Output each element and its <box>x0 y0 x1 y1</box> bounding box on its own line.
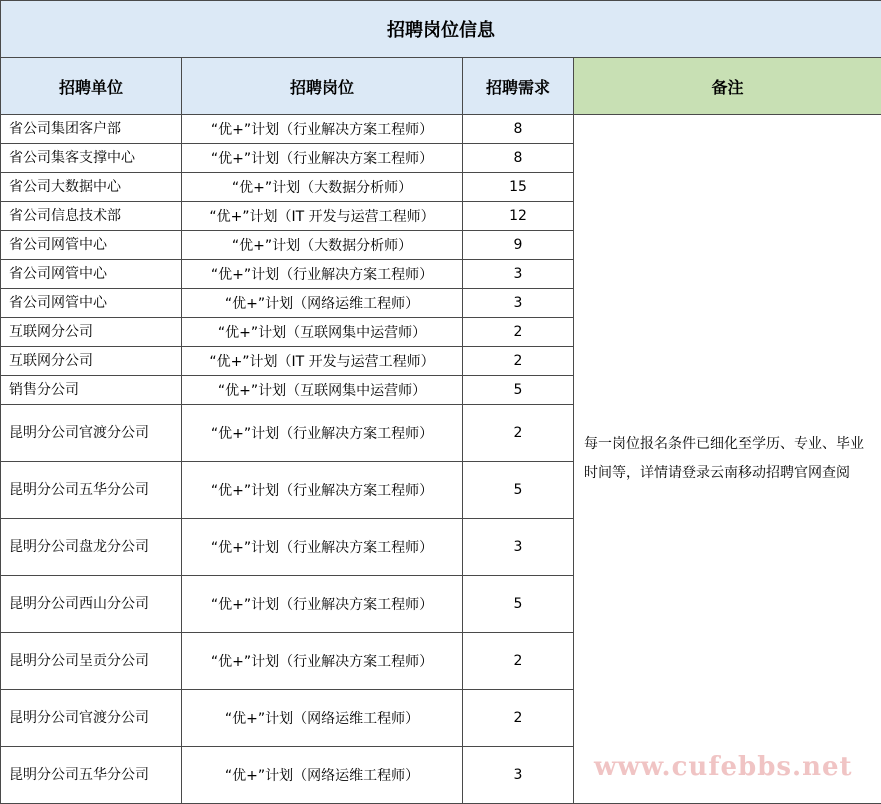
demand-cell: 2 <box>463 633 574 690</box>
position-cell: “优+”计划（行业解决方案工程师） <box>182 144 463 173</box>
unit-cell: 省公司信息技术部 <box>1 202 182 231</box>
position-cell: “优+”计划（大数据分析师） <box>182 231 463 260</box>
position-cell: “优+”计划（行业解决方案工程师） <box>182 462 463 519</box>
demand-cell: 5 <box>463 376 574 405</box>
header-position: 招聘岗位 <box>182 58 463 115</box>
unit-cell: 销售分公司 <box>1 376 182 405</box>
position-cell: “优+”计划（网络运维工程师） <box>182 747 463 804</box>
header-demand: 招聘需求 <box>463 58 574 115</box>
demand-cell: 8 <box>463 144 574 173</box>
unit-cell: 昆明分公司官渡分公司 <box>1 405 182 462</box>
position-cell: “优+”计划（行业解决方案工程师） <box>182 633 463 690</box>
unit-cell: 互联网分公司 <box>1 347 182 376</box>
demand-cell: 2 <box>463 347 574 376</box>
unit-cell: 昆明分公司呈贡分公司 <box>1 633 182 690</box>
demand-cell: 2 <box>463 318 574 347</box>
unit-cell: 互联网分公司 <box>1 318 182 347</box>
table-title: 招聘岗位信息 <box>1 1 881 58</box>
position-cell: “优+”计划（行业解决方案工程师） <box>182 576 463 633</box>
unit-cell: 昆明分公司西山分公司 <box>1 576 182 633</box>
demand-cell: 3 <box>463 289 574 318</box>
position-cell: “优+”计划（互联网集中运营师） <box>182 376 463 405</box>
unit-cell: 省公司集团客户部 <box>1 115 182 144</box>
unit-cell: 省公司网管中心 <box>1 289 182 318</box>
position-cell: “优+”计划（行业解决方案工程师） <box>182 115 463 144</box>
unit-cell: 昆明分公司官渡分公司 <box>1 690 182 747</box>
position-cell: “优+”计划（IT 开发与运营工程师） <box>182 347 463 376</box>
demand-cell: 2 <box>463 690 574 747</box>
position-cell: “优+”计划（网络运维工程师） <box>182 690 463 747</box>
note-cell: 每一岗位报名条件已细化至学历、专业、毕业时间等，详情请登录云南移动招聘官网查阅 <box>574 115 881 804</box>
position-cell: “优+”计划（互联网集中运营师） <box>182 318 463 347</box>
position-cell: “优+”计划（IT 开发与运营工程师） <box>182 202 463 231</box>
watermark-text: www.cufebbs.net <box>594 752 853 782</box>
position-cell: “优+”计划（网络运维工程师） <box>182 289 463 318</box>
unit-cell: 昆明分公司五华分公司 <box>1 462 182 519</box>
demand-cell: 15 <box>463 173 574 202</box>
demand-cell: 8 <box>463 115 574 144</box>
unit-cell: 昆明分公司盘龙分公司 <box>1 519 182 576</box>
unit-cell: 省公司大数据中心 <box>1 173 182 202</box>
unit-cell: 省公司网管中心 <box>1 260 182 289</box>
demand-cell: 2 <box>463 405 574 462</box>
demand-cell: 3 <box>463 747 574 804</box>
unit-cell: 省公司集客支撑中心 <box>1 144 182 173</box>
position-cell: “优+”计划（大数据分析师） <box>182 173 463 202</box>
header-unit: 招聘单位 <box>1 58 182 115</box>
unit-cell: 省公司网管中心 <box>1 231 182 260</box>
header-note: 备注 <box>574 58 881 115</box>
demand-cell: 3 <box>463 260 574 289</box>
demand-cell: 12 <box>463 202 574 231</box>
unit-cell: 昆明分公司五华分公司 <box>1 747 182 804</box>
demand-cell: 5 <box>463 576 574 633</box>
position-cell: “优+”计划（行业解决方案工程师） <box>182 405 463 462</box>
demand-cell: 9 <box>463 231 574 260</box>
table-row <box>1 115 881 144</box>
position-cell: “优+”计划（行业解决方案工程师） <box>182 519 463 576</box>
demand-cell: 5 <box>463 462 574 519</box>
position-cell: “优+”计划（行业解决方案工程师） <box>182 260 463 289</box>
demand-cell: 3 <box>463 519 574 576</box>
